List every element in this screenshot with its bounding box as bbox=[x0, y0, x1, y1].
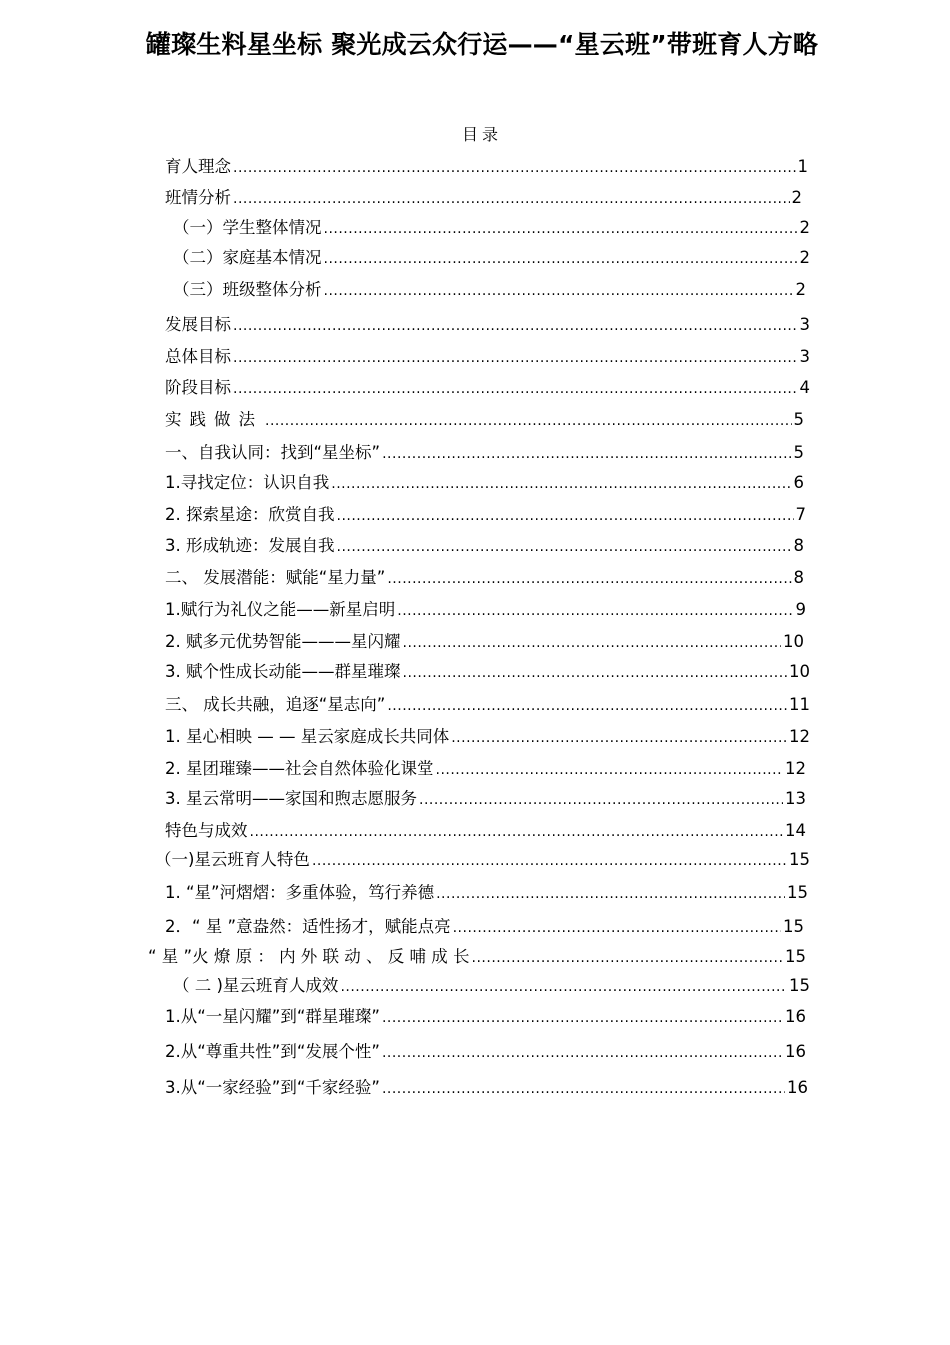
toc-entry-page-number: 2 bbox=[799, 218, 810, 237]
toc-entry-title: 2. 探索星途：欣赏自我 bbox=[165, 505, 335, 524]
toc-dot-leader bbox=[387, 694, 787, 718]
toc-dot-leader bbox=[324, 247, 798, 271]
toc-entry-page-number: 5 bbox=[793, 443, 804, 462]
toc-entry-title: 特色与成效 bbox=[165, 821, 248, 840]
toc-entry-title: 1. 星心相映 — — 星云家庭成长共同体 bbox=[165, 727, 450, 746]
toc-entry-title: （三）班级整体分析 bbox=[173, 280, 322, 299]
toc-dot-leader bbox=[397, 599, 793, 623]
toc-entry-page-number: 4 bbox=[799, 378, 810, 397]
toc-entry-title: 2. 赋多元优势智能———星闪耀 bbox=[165, 632, 401, 651]
toc-entry-page-number: 7 bbox=[795, 505, 806, 524]
toc-entry[interactable] bbox=[165, 725, 810, 749]
toc-entry[interactable] bbox=[165, 598, 806, 622]
toc-entry-title: 实践做法 bbox=[165, 410, 263, 429]
toc-entry-page-number: 15 bbox=[785, 947, 806, 966]
toc-entry[interactable] bbox=[173, 216, 810, 240]
toc-dot-leader bbox=[472, 946, 783, 970]
toc-entry-title: 阶段目标 bbox=[165, 378, 231, 397]
toc-dot-leader bbox=[382, 1006, 783, 1030]
toc-dot-leader bbox=[387, 567, 791, 591]
toc-entry-title: 2. 星团璀臻——社会自然体验化课堂 bbox=[165, 759, 434, 778]
toc-entry[interactable] bbox=[165, 1005, 806, 1029]
toc-entry[interactable] bbox=[165, 534, 804, 558]
toc-entry[interactable] bbox=[165, 1076, 808, 1100]
toc-entry-page-number: 9 bbox=[795, 600, 806, 619]
toc-dot-leader bbox=[453, 916, 781, 940]
toc-entry[interactable] bbox=[148, 945, 806, 969]
toc-entry-page-number: 2 bbox=[791, 188, 802, 207]
toc-entry-title: 1.寻找定位：认识自我 bbox=[165, 473, 330, 492]
toc-dot-leader bbox=[337, 535, 792, 559]
toc-dot-leader bbox=[436, 758, 784, 782]
toc-heading: 目录 bbox=[461, 125, 502, 144]
toc-dot-leader bbox=[233, 377, 798, 401]
toc-entry-page-number: 16 bbox=[785, 1042, 806, 1061]
toc-entry-title: 3. 星云常明——家国和煦志愿服务 bbox=[165, 789, 417, 808]
toc-dot-leader bbox=[451, 726, 787, 750]
toc-dot-leader bbox=[419, 788, 783, 812]
toc-entry-page-number: 15 bbox=[783, 917, 804, 936]
toc-entry-title: 班情分析 bbox=[165, 188, 231, 207]
toc-entry[interactable] bbox=[165, 915, 804, 939]
toc-dot-leader bbox=[324, 217, 798, 241]
toc-dot-leader bbox=[436, 882, 785, 906]
toc-entry-title: 发展目标 bbox=[165, 315, 231, 334]
toc-entry-page-number: 8 bbox=[793, 568, 804, 587]
toc-entry-page-number: 8 bbox=[793, 536, 804, 555]
toc-entry-title: （二）家庭基本情况 bbox=[173, 248, 322, 267]
toc-entry-title: 三、 成长共融，追逐“星志向” bbox=[165, 695, 386, 714]
toc-dot-leader bbox=[340, 975, 787, 999]
toc-entry-page-number: 15 bbox=[789, 976, 810, 995]
toc-entry-title: （ 二 )星云班育人成效 bbox=[173, 976, 339, 995]
toc-entry[interactable] bbox=[165, 313, 810, 337]
toc-entry-title: 3. 形成轨迹：发展自我 bbox=[165, 536, 335, 555]
toc-entry-page-number: 1 bbox=[797, 157, 808, 176]
toc-entry[interactable] bbox=[165, 630, 804, 654]
toc-entry[interactable] bbox=[173, 974, 810, 998]
toc-dot-leader bbox=[250, 820, 784, 844]
toc-dot-leader bbox=[233, 187, 790, 211]
toc-entry-page-number: 6 bbox=[793, 473, 804, 492]
toc-dot-leader bbox=[403, 631, 782, 655]
toc-dot-leader bbox=[382, 1041, 783, 1065]
toc-entry-page-number: 14 bbox=[785, 821, 806, 840]
toc-entry[interactable] bbox=[155, 848, 810, 872]
toc-entry-title: 1.赋行为礼仪之能——新星启明 bbox=[165, 600, 396, 619]
document-title: 罐璨生料星坐标 聚光成云众行运——“星云班”带班育人方略 bbox=[145, 30, 819, 59]
toc-entry-page-number: 15 bbox=[787, 883, 808, 902]
toc-entry-page-number: 16 bbox=[785, 1007, 806, 1026]
toc-entry-page-number: 11 bbox=[789, 695, 810, 714]
toc-entry-title: 育人理念 bbox=[165, 157, 231, 176]
toc-dot-leader bbox=[403, 661, 788, 685]
toc-entry-title: “ 星 ”火 燎 原 ： 内 外 联 动 、 反 哺 成 长 bbox=[148, 947, 470, 966]
toc-entry-title: （一)星云班育人特色 bbox=[155, 850, 310, 869]
toc-entry[interactable] bbox=[165, 881, 808, 905]
toc-entry[interactable] bbox=[165, 408, 804, 432]
toc-dot-leader bbox=[337, 504, 794, 528]
toc-dot-leader bbox=[233, 156, 796, 180]
toc-entry-page-number: 10 bbox=[783, 632, 804, 651]
toc-entry-title: 总体目标 bbox=[165, 347, 231, 366]
toc-entry-title: 二、 发展潜能：赋能“星力量” bbox=[165, 568, 386, 587]
toc-entry[interactable] bbox=[165, 566, 804, 590]
toc-entry[interactable] bbox=[165, 186, 802, 210]
toc-entry-page-number: 12 bbox=[785, 759, 806, 778]
toc-entry-title: 1.从“一星闪耀”到“群星璀璨” bbox=[165, 1007, 380, 1026]
toc-dot-leader bbox=[265, 409, 792, 433]
toc-entry[interactable] bbox=[165, 660, 810, 684]
toc-entry-title: 1. “星”河熠熠：多重体验，笃行养德 bbox=[165, 883, 435, 902]
toc-entry-title: 3.从“一家经验”到“千家经验” bbox=[165, 1078, 380, 1097]
toc-entry[interactable] bbox=[165, 787, 806, 811]
toc-entry[interactable] bbox=[165, 376, 810, 400]
toc-entry-page-number: 3 bbox=[799, 315, 810, 334]
toc-entry-page-number: 12 bbox=[789, 727, 810, 746]
toc-dot-leader bbox=[324, 279, 794, 303]
toc-dot-leader bbox=[233, 314, 798, 338]
toc-dot-leader bbox=[331, 472, 791, 496]
toc-entry-page-number: 3 bbox=[799, 347, 810, 366]
toc-entry[interactable] bbox=[173, 246, 810, 270]
toc-entry[interactable] bbox=[165, 1040, 806, 1064]
toc-entry[interactable] bbox=[165, 155, 808, 179]
toc-entry-title: 2.从“尊重共性”到“发展个性” bbox=[165, 1042, 380, 1061]
toc-entry-page-number: 13 bbox=[785, 789, 806, 808]
toc-entry-page-number: 2 bbox=[799, 248, 810, 267]
toc-entry-title: 3. 赋个性成长动能——群星璀璨 bbox=[165, 662, 401, 681]
toc-entry[interactable] bbox=[165, 757, 806, 781]
toc-entry[interactable] bbox=[165, 819, 806, 843]
toc-entry[interactable] bbox=[165, 503, 806, 527]
toc-entry-title: 一、自我认同：找到“星坐标” bbox=[165, 443, 381, 462]
toc-entry[interactable] bbox=[173, 278, 806, 302]
toc-dot-leader bbox=[382, 1077, 785, 1101]
toc-dot-leader bbox=[382, 442, 791, 466]
toc-dot-leader bbox=[233, 346, 798, 370]
toc-entry-title: （一）学生整体情况 bbox=[173, 218, 322, 237]
toc-dot-leader bbox=[312, 849, 787, 873]
toc-entry[interactable] bbox=[165, 441, 804, 465]
toc-entry-page-number: 16 bbox=[787, 1078, 808, 1097]
toc-entry-title: 2．“ 星 ”意盎然：适性扬才，赋能点亮 bbox=[165, 917, 451, 936]
toc-entry-page-number: 10 bbox=[789, 662, 810, 681]
toc-entry[interactable] bbox=[165, 471, 804, 495]
toc-entry[interactable] bbox=[165, 345, 810, 369]
toc-entry-page-number: 5 bbox=[793, 410, 804, 429]
toc-entry-page-number: 2 bbox=[795, 280, 806, 299]
toc-entry[interactable] bbox=[165, 693, 810, 717]
toc-entry-page-number: 15 bbox=[789, 850, 810, 869]
